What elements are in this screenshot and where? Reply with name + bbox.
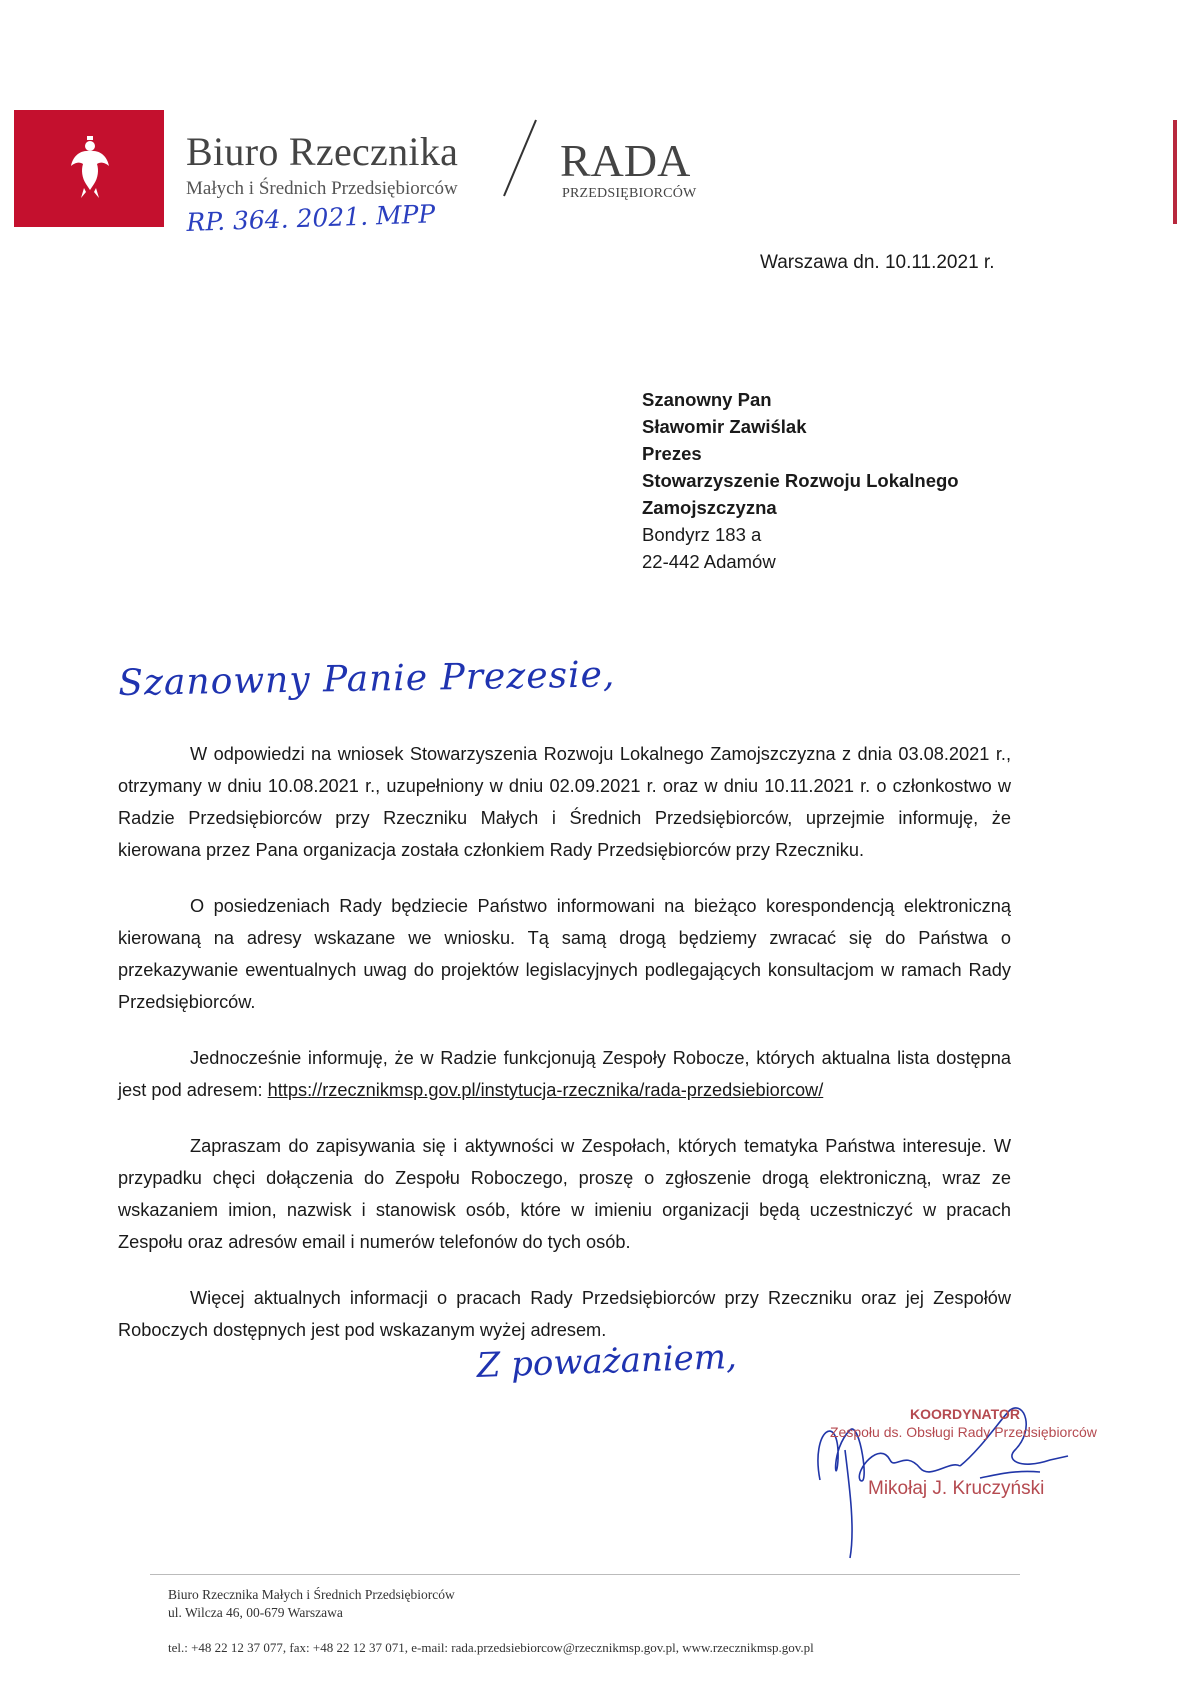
footer-org-address: ul. Wilcza 46, 00-679 Warszawa bbox=[168, 1605, 343, 1620]
rada-subtitle: PRZEDSIĘBIORCÓW bbox=[562, 186, 697, 201]
divider-slash bbox=[500, 118, 540, 198]
addressee-organization: Stowarzyszenie Rozwoju Lokalnego bbox=[642, 470, 959, 491]
paragraph-4: Zapraszam do zapisywania się i aktywności w Zespołach, których tematyka Państwa interesuje. W przypadku chęci dołączenia do Zespołu Roboczego, proszę o zgłoszenie drogą elektroniczną, wraz ze wskazaniem imion, nazwisk i stanowisk osób, które w imieniu organizacji będą uczestniczyć w pracach Zespołu oraz adresów email i numerów telefonów do tych osób. bbox=[118, 1136, 1011, 1252]
salutation-handwritten: Szanowny Panie Prezesie, bbox=[118, 654, 616, 704]
addressee-street: Bondyrz 183 a bbox=[642, 524, 762, 545]
stamp-name: Mikołaj J. Kruczyński bbox=[868, 1478, 1045, 1499]
addressee-title: Prezes bbox=[642, 443, 702, 464]
closing-handwritten: Z poważaniem, bbox=[476, 1336, 738, 1386]
emblem-box bbox=[14, 110, 164, 227]
addressee-organization-cont: Zamojszczyzna bbox=[642, 497, 777, 518]
paragraph-5: Więcej aktualnych informacji o pracach Rady Przedsiębiorców przy Rzeczniku oraz jej Zespołów Roboczych dostępnych jest pod wskazanym wyżej adresem. bbox=[118, 1288, 1011, 1340]
reference-number-handwritten: RP. 364. 2021. MPP bbox=[186, 199, 436, 237]
rada-title: RADA bbox=[560, 135, 691, 186]
addressee-block bbox=[642, 386, 959, 575]
stamp-team: Zespołu ds. Obsługi Rady Przedsiębiorców bbox=[830, 1424, 1097, 1440]
addressee-line: Szanowny Pan bbox=[642, 389, 772, 410]
brand-subtitle: Małych i Średnich Przedsiębiorców bbox=[186, 178, 458, 199]
footer-organization bbox=[168, 1586, 455, 1622]
paragraph-3-text: Jednocześnie informuję, że w Radzie funkcjonują Zespoły Robocze, których aktualna lista dostępna jest pod adresem: bbox=[118, 1048, 1011, 1100]
paragraph-1: W odpowiedzi na wniosek Stowarzyszenia Rozwoju Lokalnego Zamojszczyzna z dnia 03.08.2021 r., otrzymany w dniu 10.08.2021 r., uzupełniony w dniu 02.09.2021 r. oraz w dniu 10.11.2021 r. o członkostwo w Radzie Przedsiębiorców przy Rzeczniku Małych i Średnich Przedsiębiorców, uprzejmie informuję, że kierowana przez Pana organizacja została członkiem Rady Przedsiębiorców przy Rzeczniku. bbox=[118, 744, 1011, 860]
paragraph-3 bbox=[118, 1042, 1011, 1106]
footer-contact: tel.: +48 22 12 37 077, fax: +48 22 12 37 071, e-mail: rada.przedsiebiorcow@rzecznikmsp.gov.pl, www.rzecznikmsp.gov.pl bbox=[168, 1640, 814, 1655]
addressee-name: Sławomir Zawiślak bbox=[642, 416, 807, 437]
date-line: Warszawa dn. 10.11.2021 r. bbox=[760, 252, 995, 273]
edge-marker bbox=[1173, 120, 1177, 224]
addressee-city: 22-442 Adamów bbox=[642, 551, 776, 572]
footer-divider bbox=[150, 1574, 1020, 1575]
polish-eagle-icon bbox=[70, 134, 110, 200]
rada-url-link[interactable]: https://rzecznikmsp.gov.pl/instytucja-rzecznika/rada-przedsiebiorcow/ bbox=[267, 1080, 824, 1100]
letter-body bbox=[118, 738, 1011, 1370]
paragraph-2: O posiedzeniach Rady będziecie Państwo informowani na bieżąco korespondencją elektroniczną kierowaną na adresy wskazane we wniosku. Tą samą drogą będziemy zwracać się do Państwa o przekazywanie ewentualnych uwag do projektów legislacyjnych podlegających konsultacjom w ramach Rady Przedsiębiorców. bbox=[118, 896, 1011, 1012]
stamp-role: KOORDYNATOR bbox=[910, 1406, 1020, 1422]
footer-org-name: Biuro Rzecznika Małych i Średnich Przedsiębiorców bbox=[168, 1587, 455, 1602]
brand-title: Biuro Rzecznika bbox=[186, 129, 459, 174]
